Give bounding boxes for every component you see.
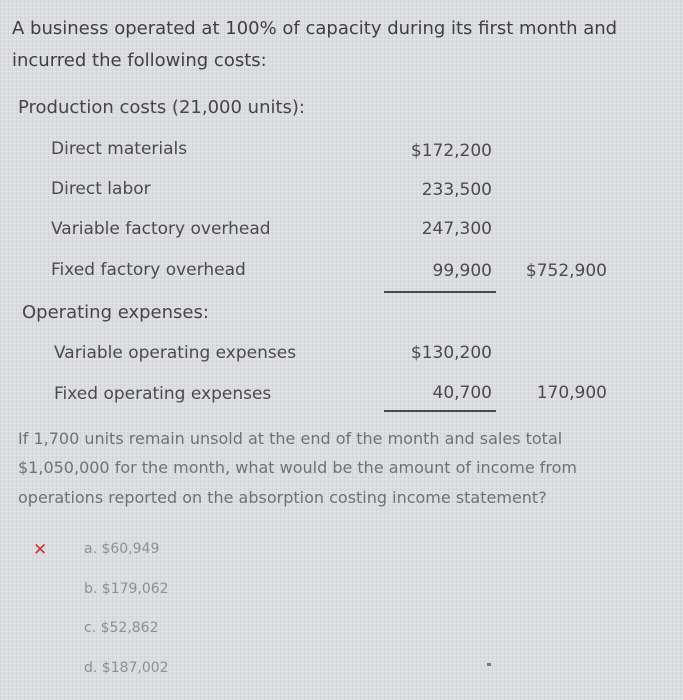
direct-labor-amount: 233,500 (421, 180, 492, 200)
choice-a[interactable]: a. $60,949 (84, 541, 160, 557)
stray-dot (487, 663, 491, 666)
intro-line-2: incurred the following costs: (12, 50, 267, 71)
choice-b[interactable]: b. $179,062 (84, 581, 169, 597)
direct-materials-label: Direct materials (51, 139, 188, 159)
variable-factory-overhead-label: Variable factory overhead (51, 219, 271, 239)
fixed-operating-expenses-label: Fixed operating expenses (54, 384, 272, 404)
question-line-1: If 1,700 units remain unsold at the end of the month and sales total (18, 429, 563, 448)
incorrect-x-icon: ✕ (33, 540, 48, 560)
question-line-3: operations reported on the absorption costing income statement? (18, 488, 547, 507)
production-costs-heading: Production costs (21,000 units): (18, 97, 305, 118)
direct-materials-amount: $172,200 (410, 141, 492, 161)
production-costs-total: $752,900 (525, 261, 607, 281)
production-subtotal-rule (384, 291, 496, 293)
choice-c[interactable]: c. $52,862 (84, 620, 159, 636)
intro-line-1: A business operated at 100% of capacity during its first month and (12, 18, 618, 39)
operating-subtotal-rule (384, 410, 496, 412)
variable-factory-overhead-amount: 247,300 (421, 219, 492, 239)
question-line-2: $1,050,000 for the month, what would be the amount of income from (18, 458, 577, 477)
operating-expenses-heading: Operating expenses: (22, 302, 209, 323)
choice-d[interactable]: d. $187,002 (84, 660, 169, 676)
fixed-operating-expenses-amount: 40,700 (432, 383, 492, 403)
variable-operating-expenses-label: Variable operating expenses (54, 343, 297, 363)
operating-expenses-total: 170,900 (536, 383, 607, 403)
fixed-factory-overhead-amount: 99,900 (432, 261, 492, 281)
variable-operating-expenses-amount: $130,200 (410, 343, 492, 363)
direct-labor-label: Direct labor (51, 179, 151, 199)
fixed-factory-overhead-label: Fixed factory overhead (51, 260, 246, 280)
